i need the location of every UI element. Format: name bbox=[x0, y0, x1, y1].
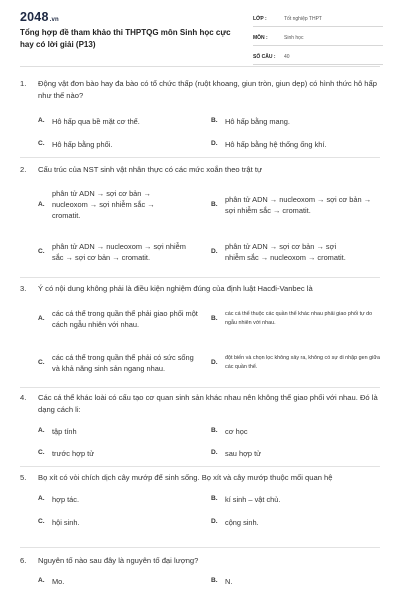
option-a[interactable] bbox=[38, 426, 203, 437]
option-d[interactable] bbox=[211, 517, 376, 528]
option-text: Mo. bbox=[52, 576, 65, 586]
option-label: A. bbox=[38, 200, 45, 208]
question-text: Các cá thể khác loài có cấu tạo cơ quan sinh sản khác nhau nên không thể giao phối với nhau. Đó là dạng cách li: bbox=[38, 393, 378, 414]
question-text: Bọ xít có vòi chích dịch cây mướp để sinh sống. Bọ xít và cây mướp thuộc mối quan hệ bbox=[38, 473, 333, 482]
meta-key: LỚP : bbox=[253, 15, 267, 22]
option-label: D. bbox=[211, 247, 218, 255]
question-number: 6. bbox=[20, 556, 27, 565]
question-number: 3. bbox=[20, 284, 27, 293]
question-text-row bbox=[20, 283, 382, 295]
option-label: B. bbox=[211, 577, 218, 585]
question-separator bbox=[20, 387, 380, 388]
meta-key: SỐ CÂU : bbox=[253, 53, 276, 60]
question-separator bbox=[20, 547, 380, 548]
question-text: Động vật đơn bào hay đa bào có tổ chức thấp (ruột khoang, giun tròn, giun dẹp) có hình thức hô hấp như thế nào? bbox=[38, 79, 377, 100]
question-separator bbox=[20, 277, 380, 278]
option-c[interactable] bbox=[38, 139, 203, 150]
option-a[interactable] bbox=[38, 494, 203, 505]
option-c[interactable] bbox=[38, 517, 203, 528]
option-text: kí sinh – vật chủ. bbox=[225, 494, 281, 504]
option-label: D. bbox=[211, 449, 218, 457]
option-d[interactable] bbox=[211, 139, 376, 150]
option-text: các cá thể trong quần thể phải giao phối một cách ngẫu nhiên với nhau. bbox=[52, 308, 198, 329]
options-group bbox=[38, 176, 382, 286]
option-c[interactable] bbox=[38, 448, 203, 459]
option-text: các cá thể thuộc các quần thể khác nhau phải giao phối tự do ngẫu nhiên với nhau. bbox=[225, 311, 373, 326]
option-label: A. bbox=[38, 577, 45, 585]
option-label: B. bbox=[211, 427, 218, 435]
option-d[interactable] bbox=[211, 231, 376, 273]
option-label: A. bbox=[38, 314, 45, 322]
question-separator bbox=[20, 466, 380, 467]
option-label: C. bbox=[38, 247, 45, 255]
question-separator bbox=[20, 157, 380, 158]
option-text: sau hợp tử bbox=[225, 448, 262, 458]
option-b[interactable] bbox=[211, 426, 376, 437]
meta-value: 40 bbox=[284, 53, 290, 60]
question-3 bbox=[20, 283, 382, 391]
option-label: A. bbox=[38, 427, 45, 435]
meta-info-box bbox=[253, 11, 383, 68]
question-text-row bbox=[20, 78, 382, 102]
question-text: Nguyên tố nào sau đây là nguyên tố đại lượng? bbox=[38, 556, 199, 565]
options-group bbox=[38, 295, 382, 391]
question-6 bbox=[20, 555, 382, 595]
question-number: 1. bbox=[20, 79, 27, 88]
option-label: B. bbox=[211, 117, 218, 125]
question-number: 5. bbox=[20, 473, 27, 482]
option-label: C. bbox=[38, 449, 45, 457]
option-a[interactable] bbox=[38, 116, 203, 127]
option-text: phân tử ADN → sợi cơ bản → nucleoxom → sợi nhiễm sắc → cromatit. bbox=[52, 189, 155, 221]
option-a[interactable] bbox=[38, 184, 203, 226]
option-label: A. bbox=[38, 495, 45, 503]
option-text: phân tử ADN → sợi cơ bản → sợi nhiễm sắc → nucleoxom → cromatit. bbox=[225, 241, 346, 262]
option-text: Hô hấp qua bề mặt cơ thể. bbox=[52, 116, 140, 126]
option-text: hội sinh. bbox=[52, 517, 80, 527]
site-logo[interactable] bbox=[20, 10, 59, 24]
meta-row-subject bbox=[253, 30, 383, 46]
option-label: B. bbox=[211, 200, 218, 208]
option-text: tập tính bbox=[52, 426, 77, 436]
option-b[interactable] bbox=[211, 184, 376, 226]
options-group bbox=[38, 567, 382, 595]
option-label: C. bbox=[38, 518, 45, 526]
question-1 bbox=[20, 78, 382, 154]
option-label: A. bbox=[38, 117, 45, 125]
option-b[interactable] bbox=[211, 494, 376, 505]
meta-key: MÔN : bbox=[253, 34, 268, 41]
option-text: N. bbox=[225, 576, 233, 586]
options-group bbox=[38, 102, 382, 154]
option-b[interactable] bbox=[211, 301, 383, 337]
question-4 bbox=[20, 392, 382, 468]
meta-row-class bbox=[253, 11, 383, 27]
question-text: Cấu trúc của NST sinh vật nhân thực có các mức xoắn theo trật tự bbox=[38, 165, 263, 174]
option-text: cơ học bbox=[225, 426, 248, 436]
option-c[interactable] bbox=[38, 339, 203, 387]
options-group bbox=[38, 416, 382, 468]
question-5 bbox=[20, 472, 382, 536]
option-a[interactable] bbox=[38, 576, 203, 587]
header-divider bbox=[20, 66, 380, 67]
option-label: C. bbox=[38, 140, 45, 148]
option-label: D. bbox=[211, 140, 218, 148]
option-text: Hô hấp bằng mang. bbox=[225, 116, 290, 126]
meta-value: Tốt nghiệp THPT bbox=[284, 15, 322, 22]
logo-sub: .vn bbox=[49, 17, 59, 23]
option-d[interactable] bbox=[211, 339, 383, 387]
meta-row-count bbox=[253, 49, 383, 65]
option-b[interactable] bbox=[211, 116, 376, 127]
option-label: C. bbox=[38, 358, 45, 366]
meta-value: Sinh học bbox=[284, 34, 304, 41]
option-text: cộng sinh. bbox=[225, 517, 259, 527]
option-text: Hô hấp bằng phổi. bbox=[52, 139, 113, 149]
option-label: B. bbox=[211, 314, 218, 322]
option-text: trước hợp tử bbox=[52, 448, 95, 458]
option-label: D. bbox=[211, 358, 218, 366]
option-text: đột biến và chọn lọc không xảy ra, không có sự di nhập gen giữa các quần thể. bbox=[225, 355, 380, 370]
question-text-row bbox=[20, 164, 382, 176]
option-label: B. bbox=[211, 495, 218, 503]
option-text: phân tử ADN → nucleoxom → sợi cơ bản → sợi nhiễm sắc → cromatit. bbox=[225, 194, 372, 215]
options-group bbox=[38, 484, 382, 536]
question-2 bbox=[20, 164, 382, 286]
question-text: Ý có nội dung không phải là điều kiện nghiệm đúng của định luật Hacđi-Vanbec là bbox=[38, 284, 313, 293]
question-number: 2. bbox=[20, 165, 27, 174]
question-text-row bbox=[20, 392, 382, 416]
document-title: Tổng hợp đề tham khảo thi THPTQG môn Sinh học cực hay có lời giải (P13) bbox=[20, 28, 231, 49]
option-b[interactable] bbox=[211, 576, 376, 587]
option-text: Hô hấp bằng hệ thống ống khí. bbox=[225, 139, 327, 149]
question-number: 4. bbox=[20, 393, 27, 402]
option-text: phân tử ADN → nucleoxom → sợi nhiễm sắc → sợi cơ bản → cromatit. bbox=[52, 241, 186, 262]
logo-main: 2048 bbox=[20, 10, 49, 24]
question-text-row bbox=[20, 555, 382, 567]
option-c[interactable] bbox=[38, 231, 203, 273]
option-text: hợp tác. bbox=[52, 494, 80, 504]
option-label: D. bbox=[211, 518, 218, 526]
question-text-row bbox=[20, 472, 382, 484]
option-a[interactable] bbox=[38, 301, 203, 337]
option-d[interactable] bbox=[211, 448, 376, 459]
option-text: các cá thể trong quần thể phải có sức sống và khả năng sinh sản ngang nhau. bbox=[52, 352, 194, 373]
